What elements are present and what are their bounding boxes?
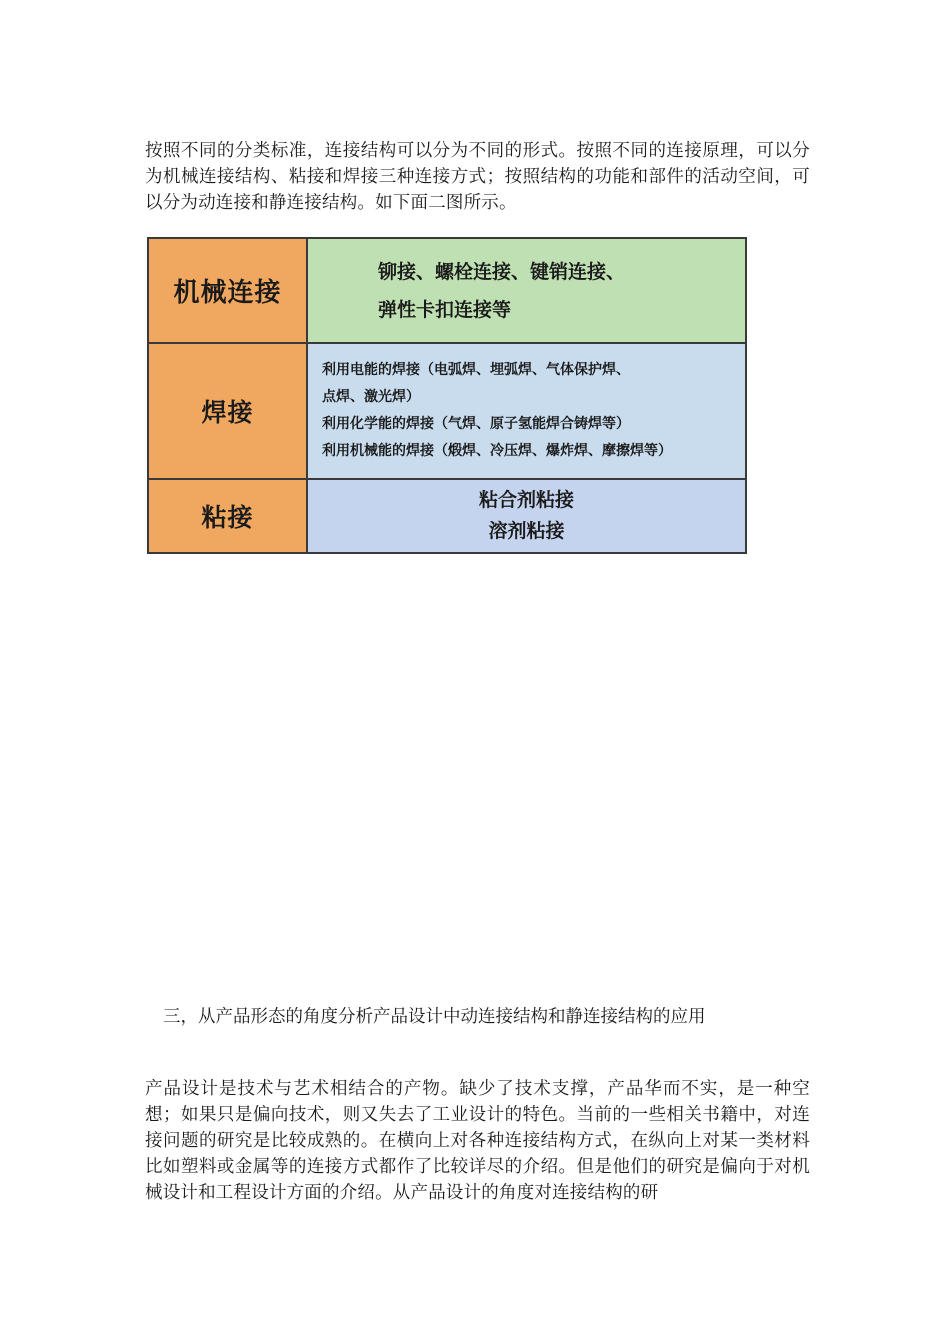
section-heading: 三，从产品形态的角度分析产品设计中动连接结构和静连接结构的应用 — [163, 1007, 706, 1027]
description-line: 利用电能的焊接（电弧焊、埋弧焊、气体保护焊、 — [322, 362, 630, 378]
connection-types-table — [147, 237, 747, 554]
description-line: 利用机械能的焊接（煅焊、冷压焊、爆炸焊、摩擦焊等） — [322, 443, 672, 459]
description-line: 溶剂粘接 — [488, 520, 565, 542]
description-line: 弹性卡扣连接等 — [378, 298, 512, 321]
description-line: 利用化学能的焊接（气焊、原子氢能焊合铸焊等） — [322, 416, 630, 432]
category-mechanical: 机械连接 — [149, 239, 306, 342]
description-welding — [308, 344, 745, 478]
category-welding: 焊接 — [149, 344, 306, 478]
body-paragraph: 产品设计是技术与艺术相结合的产物。缺少了技术支撑，产品华而不实，是一种空想；如果只是偏向技术，则又失去了工业设计的特色。当前的一些相关书籍中，对连接问题的研究是比较成熟的。在横向上对各种连接结构方式，在纵向上对某一类材料比如塑料或金属等的连接方式都作了比较详尽的介绍。但是他们的研究是偏向于对机械设计和工程设计方面的介绍。从产品设计的角度对连接结构的研 — [145, 1079, 810, 1203]
description-mechanical — [308, 239, 745, 342]
description-line: 点焊、激光焊） — [322, 389, 420, 405]
description-line: 粘合剂粘接 — [478, 489, 574, 511]
category-bonding: 粘接 — [149, 480, 306, 552]
description-bonding — [308, 480, 745, 552]
description-line: 铆接、螺栓连接、键销连接、 — [378, 260, 626, 283]
intro-paragraph: 按照不同的分类标准，连接结构可以分为不同的形式。按照不同的连接原理，可以分为机械连接结构、粘接和焊接三种连接方式；按照结构的功能和部件的活动空间，可以分为动连接和静连接结构。如下面二图所示。 — [145, 141, 810, 213]
